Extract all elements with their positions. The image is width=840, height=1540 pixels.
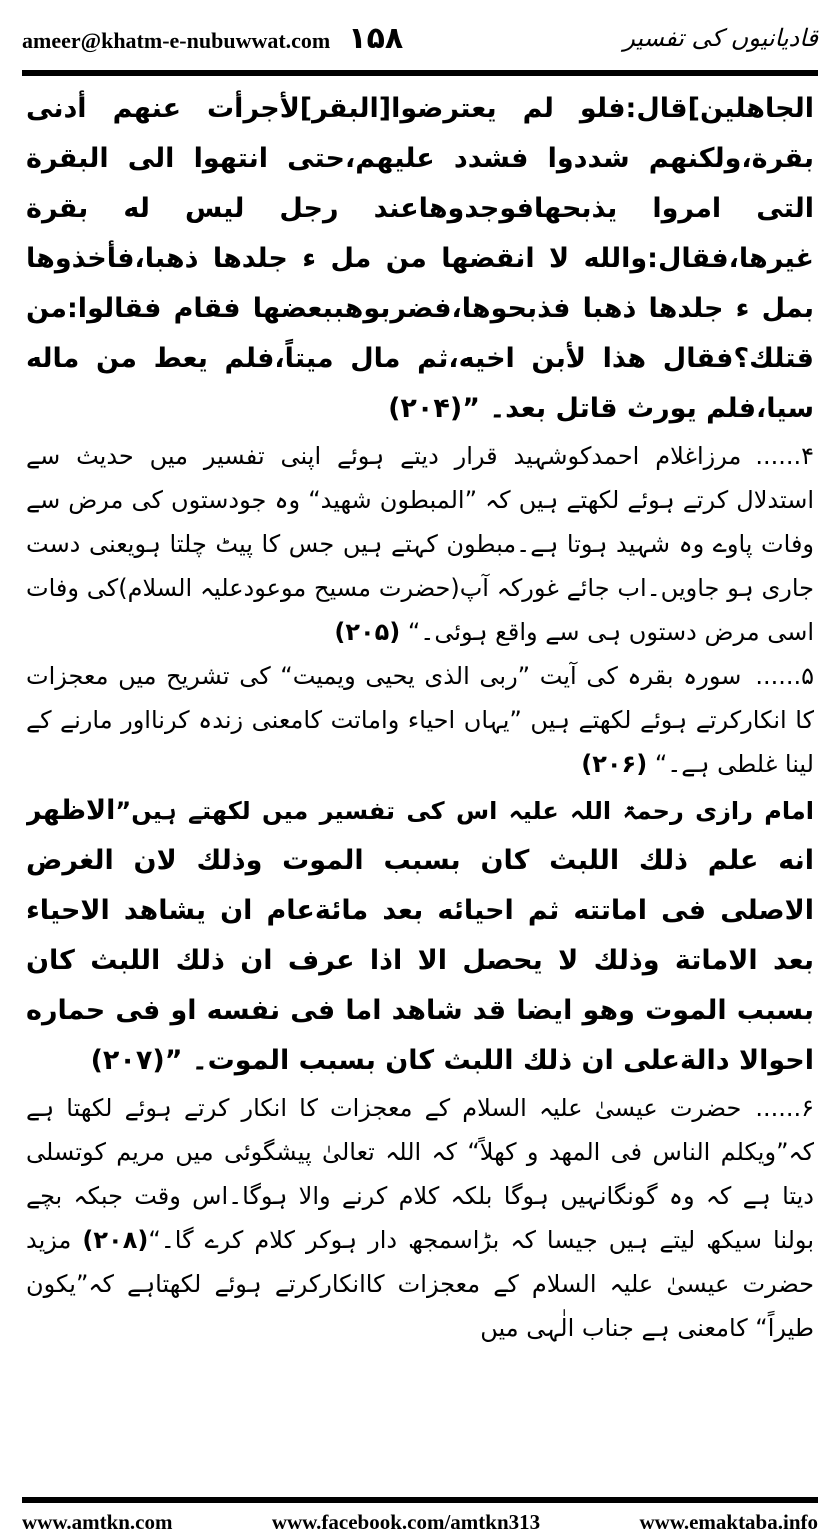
footer-link-emaktaba[interactable]: www.emaktaba.info — [639, 1509, 818, 1534]
paragraph-5-number: ۵...... — [755, 662, 814, 690]
razi-intro: امام رازی رحمۃ اللہ علیہ اس کی تفسیر میں لکھتے ہیں” — [115, 797, 814, 825]
arabic-quote-paragraph — [26, 84, 814, 434]
reference-204: ”(۲۰۴) — [388, 393, 480, 424]
reference-205: (۲۰۵) — [334, 618, 401, 646]
header-email: ameer@khatm-e-nubuwwat.com — [22, 27, 331, 53]
book-title: قادیانیوں کی تفسیر — [623, 24, 818, 52]
razi-quote-text: الاظهر انه علم ذلك اللبث كان بسبب الموت وذلك لان الغرض الاصلى فى اماتته ثم احيائه بعد مائةعام ان يشاهد الاحياء بعد الاماتة وذلك لا يحصل الا اذا عرف ان ذلك اللبث كان بسبب الموت وهو ايضا قد شاهد اما فى نفسه او فى حماره احوالا دالةعلى ان ذلك اللبث كان بسبب الموت۔ — [26, 795, 814, 1076]
page-number: ۱۵۸ — [348, 20, 404, 56]
paragraph-6-continuation: مزید حضرت عیسیٰ علیہ السلام کے معجزات کاانکارکرتے ہوئے لکھتاہے کہ”یکون طیراً“ کامعنی ہے جناب الٰہی میں — [26, 1226, 814, 1342]
header-left — [22, 21, 403, 56]
paragraph-4-number: ۴...... — [755, 442, 814, 470]
page-footer — [22, 1508, 818, 1536]
reference-208: (۲۰۸) — [82, 1226, 149, 1254]
page-header — [22, 14, 818, 62]
arabic-quote-text: الجاهلين]قال:فلو لم يعترضوا[البقر]لأجرأت عنهم أدنى بقرة،ولكنهم شددوا فشدد عليهم،حتى انتهوا الى البقرة التى امروا يذبحهافوجدوهاعند رجل ليس له بقرة غيرها،فقال:والله لا انقضها من مل ء جلدها ذهبا،فأخذوها بمل ء جلدها ذهبا فذبحوها،فضربوهببعضها فقام فقالوا:من قتلك؟فقال هذا لأبن اخيه،ثم مال ميتاً،فلم يعط من ماله سيا،فلم يورث قاتل بعد۔ — [26, 93, 814, 424]
paragraph-6-number: ۶...... — [755, 1094, 814, 1122]
page-content — [26, 84, 814, 1488]
reference-206: (۲۰۶) — [581, 750, 648, 778]
header-divider — [22, 70, 818, 76]
footer-link-amtkn[interactable]: www.amtkn.com — [22, 1509, 173, 1534]
reference-207: ”(۲۰۷) — [90, 1045, 183, 1076]
paragraph-4-text: مرزاغلام احمدکوشہید قرار دیتے ہوئے اپنی تفسیر میں حدیث سے استدلال کرتے ہوئے لکھتے ہیں کہ ”المبطون شهيد“ وہ جودستوں کی مرض سے وفات پاوے وہ شہید ہوتا ہے۔مبطون کہتے ہیں جس کا پیٹ چلتا ہویعنی دست جاری ہو جاویں۔اب جائے غورکہ آپ(حضرت مسیح موعودعلیہ السلام)کی وفات اسی مرض دستوں ہی سے واقع ہوئی۔“ — [26, 442, 814, 646]
paragraph-5 — [26, 654, 814, 786]
paragraph-5-text: سورہ بقرہ کی آیت ”ربی الذی یحیی ویمیت“ کی تشریح میں معجزات کا انکارکرتے ہوئے لکھتے ہیں ”یہاں احیاء واماتت کامعنی زندہ کرنااور مارنے کے لینا غلطی ہے۔“ — [26, 662, 814, 778]
paragraph-6-text: حضرت عیسیٰ علیہ السلام کے معجزات کا انکار کرتے ہوئے لکھتا ہے کہ”ويكلم الناس فى المهد و كهلاً“ کہ اللہ تعالیٰ پیشگوئی میں مریم کوتسلی دیتا ہے کہ وہ گونگانہیں ہوگا بلکہ کلام کرنے والا ہوگا۔اس وقت جبکہ بچے بولنا سیکھ لیتے ہیں جیسا کہ بڑاسمجھ دار ہوکر کلام کرے گا۔“ — [26, 1094, 814, 1254]
paragraph-4 — [26, 434, 814, 654]
razi-quote-paragraph — [26, 786, 814, 1086]
paragraph-6 — [26, 1086, 814, 1350]
footer-divider — [22, 1497, 818, 1503]
footer-link-facebook[interactable]: www.facebook.com/amtkn313 — [271, 1509, 541, 1534]
